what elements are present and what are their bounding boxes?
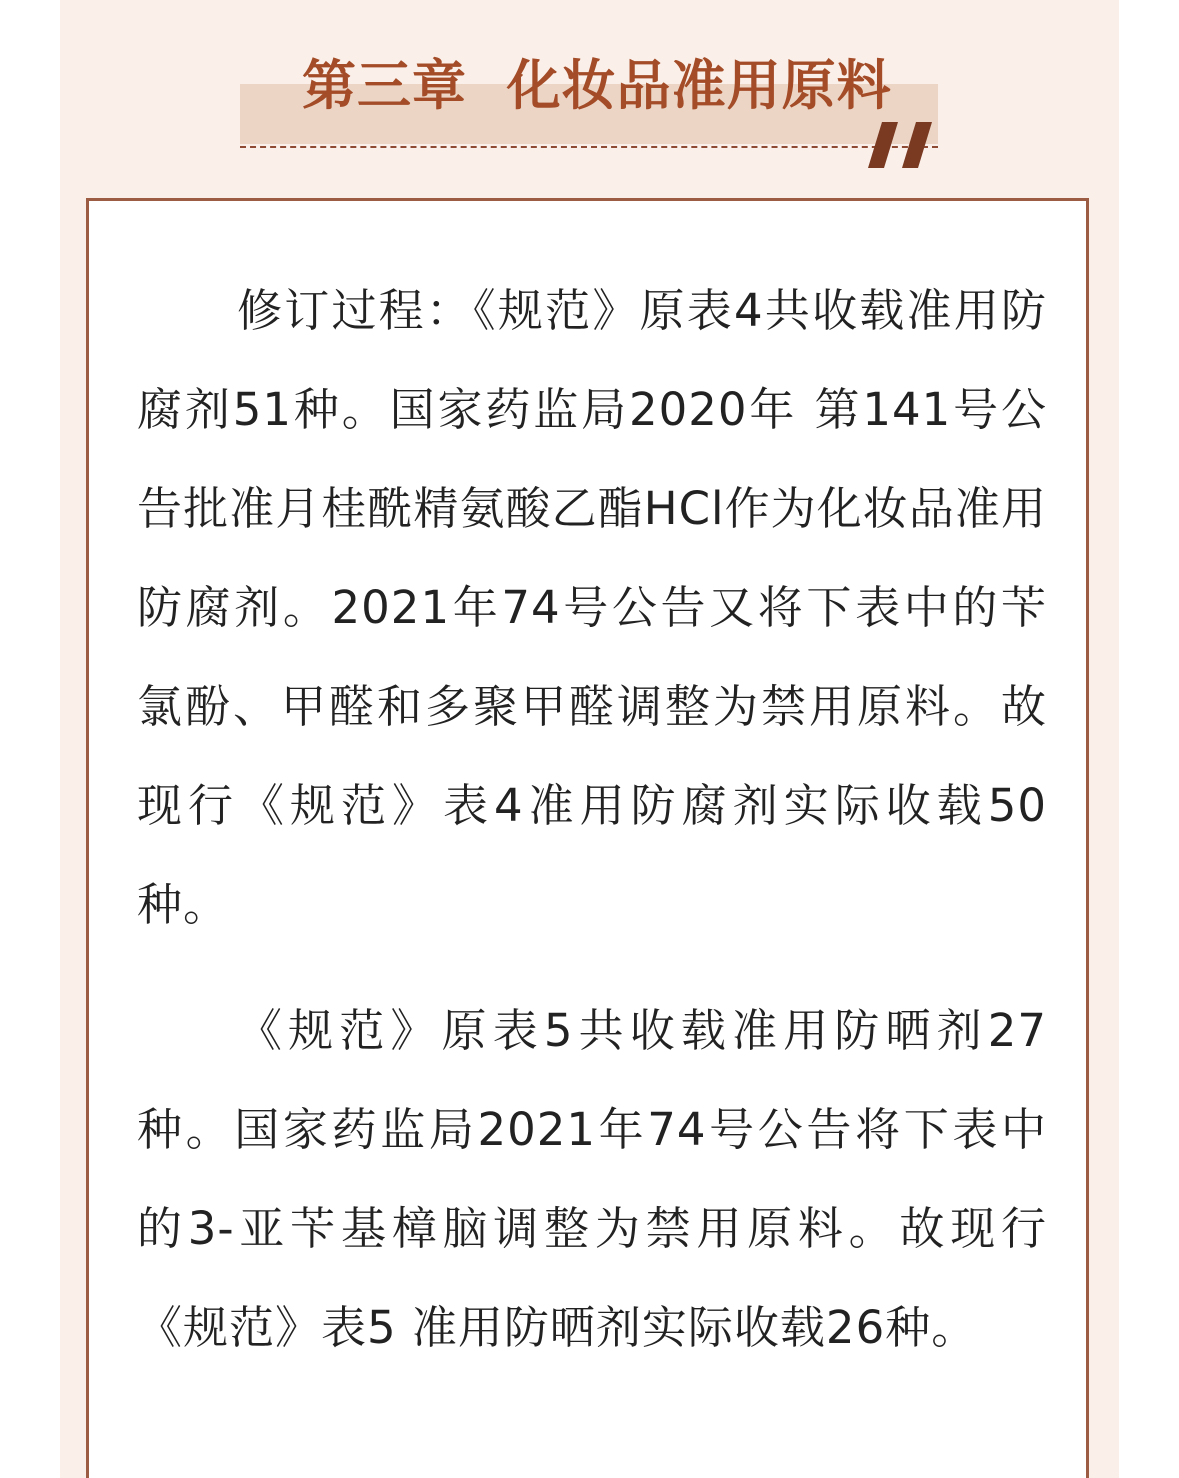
paragraph-preservatives: 修订过程：《规范》原表4共收载准用防腐剂51种。国家药监局2020年 第141号公告批准月桂酰精氨酸乙酯HCl作为化妆品准用防腐剂。2021年74号公告又将下表中的苄氯酚、甲醛和多聚甲醛调整为禁用原料。故现行《规范》表4准用防腐剂实际收载50种。 — [137, 284, 1047, 931]
paragraph-sunscreens: 《规范》原表5共收载准用防晒剂27种。国家药监局2021年74号公告将下表中的3-亚苄基樟脑调整为禁用原料。故现行《规范》表5 准用防晒剂实际收载26种。 — [137, 1004, 1047, 1354]
chapter-header — [240, 38, 940, 158]
chapter-title: 第三章 化妆品准用原料 — [302, 54, 892, 117]
content-box — [86, 198, 1089, 1478]
title-dashed-underline — [240, 146, 938, 148]
double-quote-icon — [868, 122, 934, 168]
